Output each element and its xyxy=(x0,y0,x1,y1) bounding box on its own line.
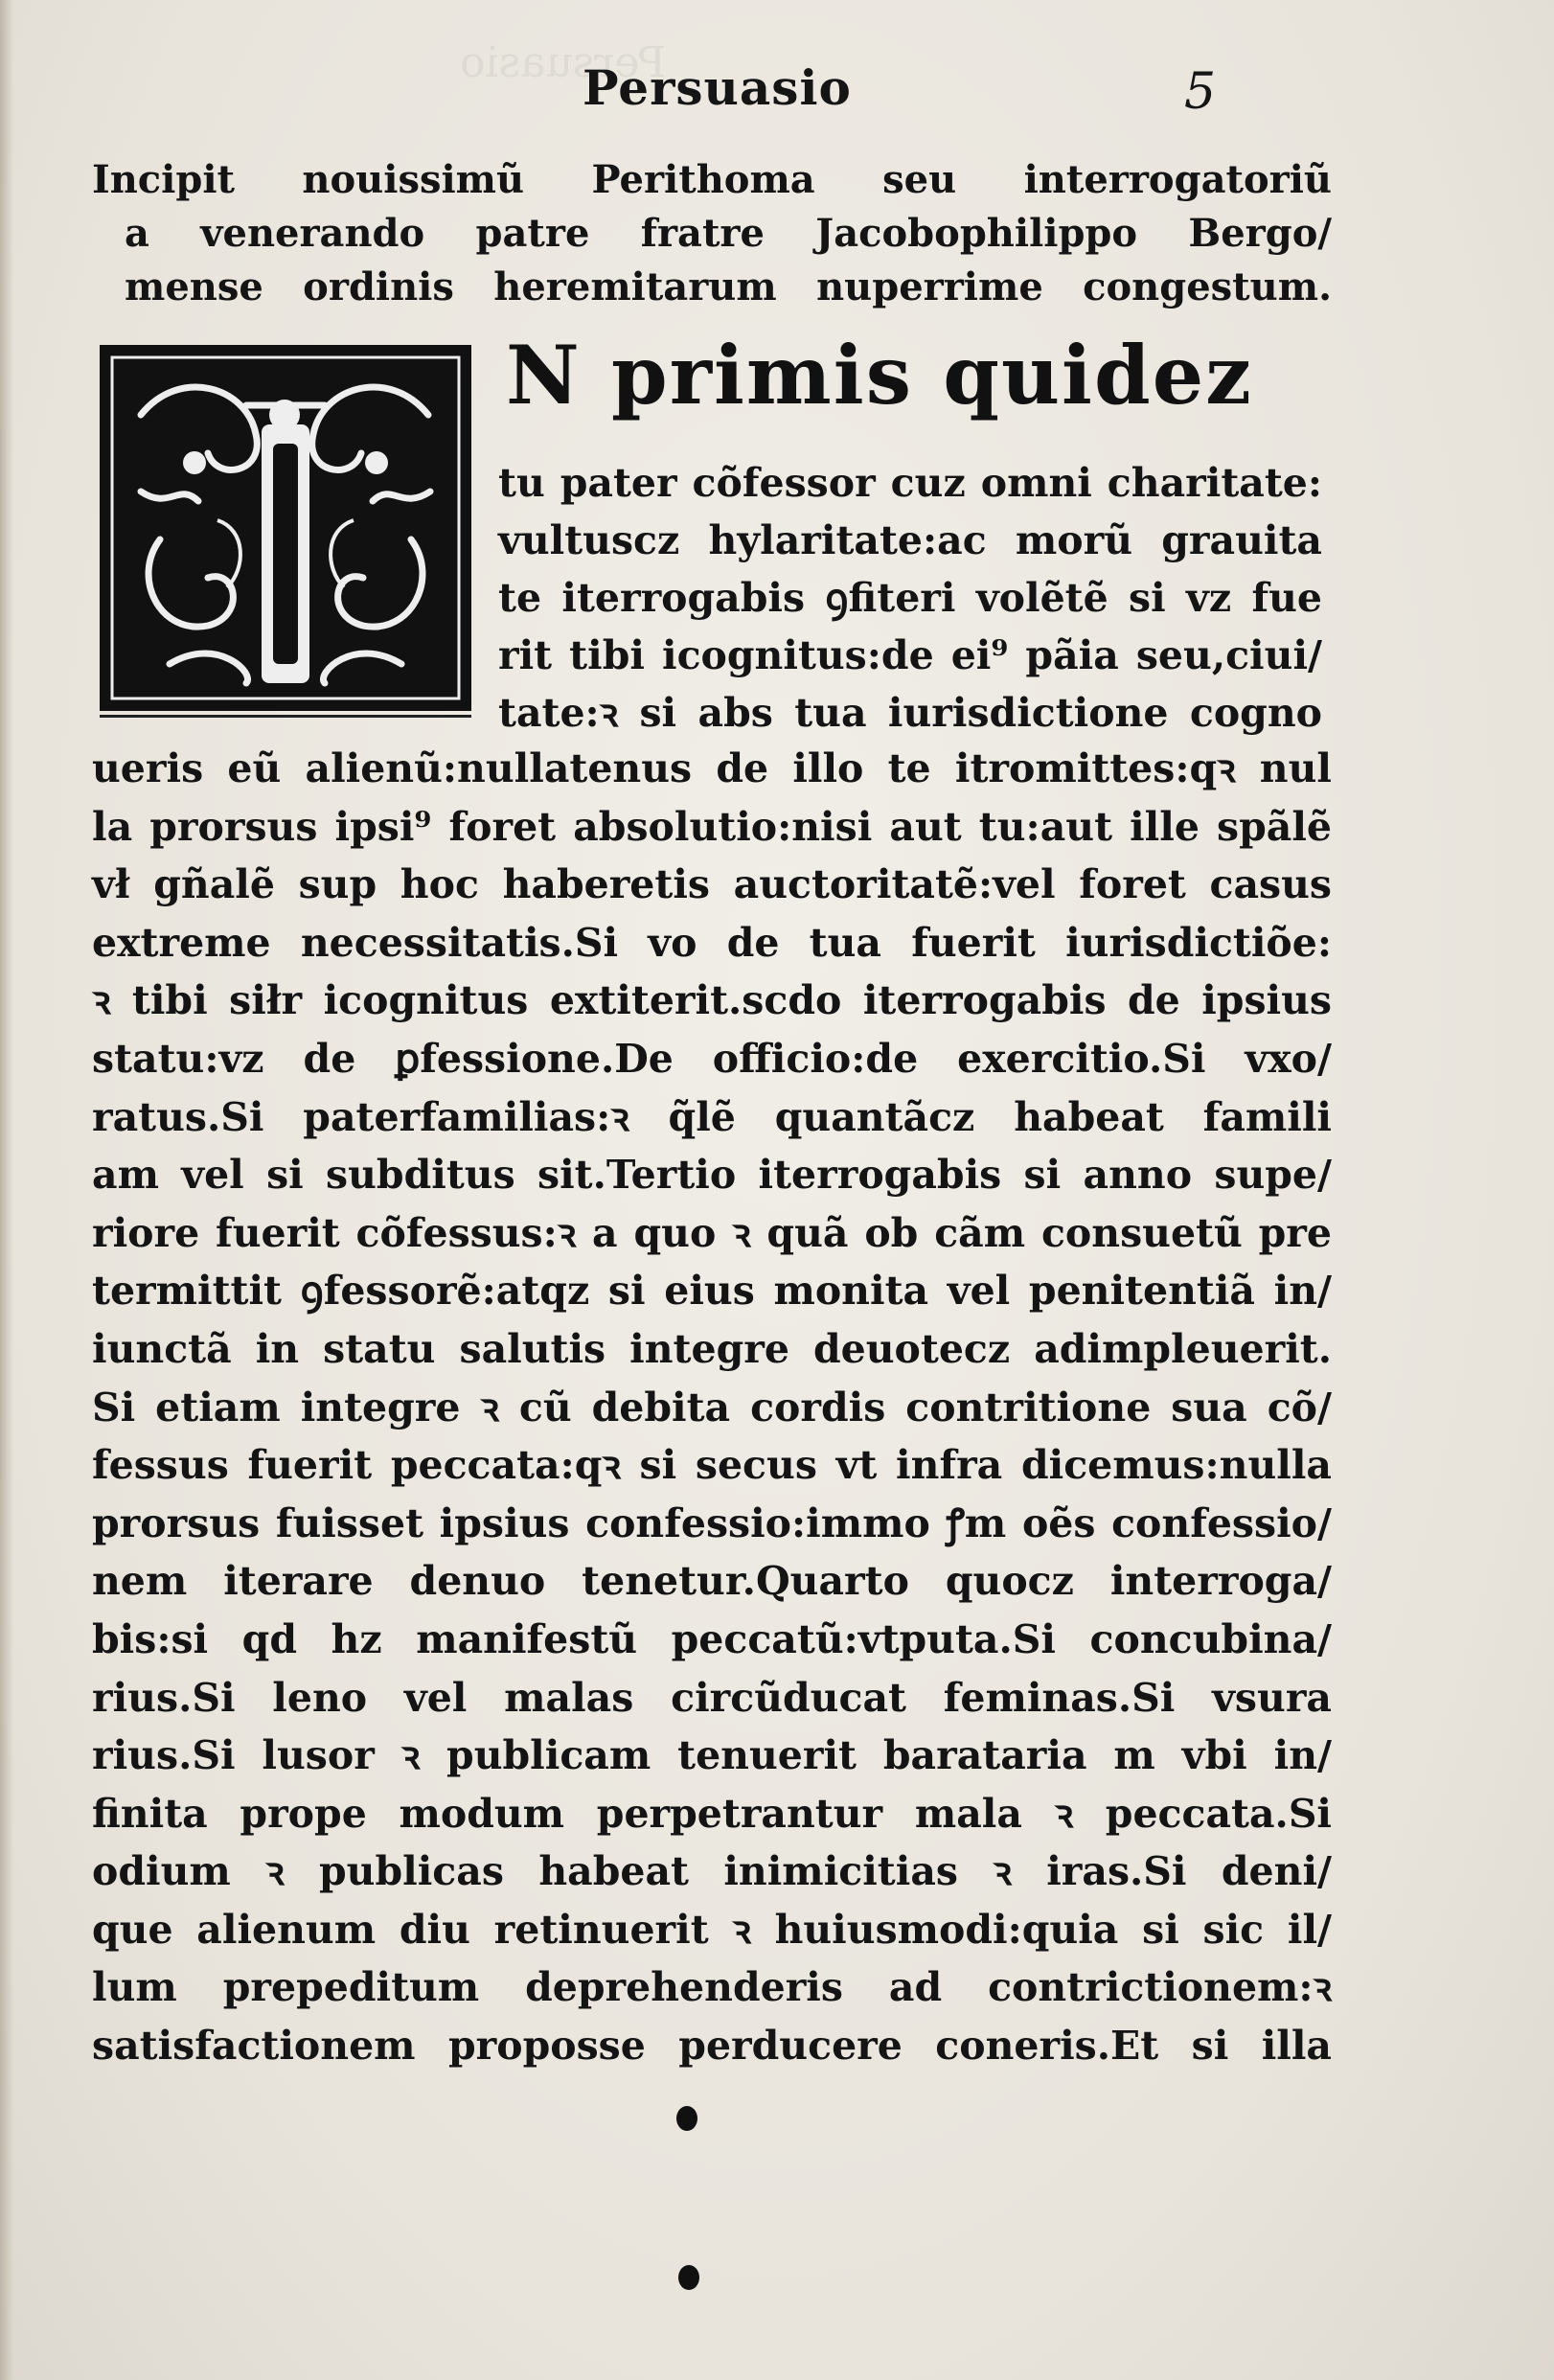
text-line: te iterrogabis ꝯfiteri volẽtẽ si vz fue xyxy=(498,575,1322,621)
running-head: Persuasio xyxy=(583,59,852,116)
text-line: vultuscz hylaritate:ac morũ grauita xyxy=(498,517,1322,563)
incipit-line: Incipit nouissimũ Perithoma seu interrogatoriũ xyxy=(92,157,1332,202)
initial-underline xyxy=(100,715,471,718)
opening-words: N primis quidez xyxy=(506,328,1253,423)
incipit-line: a venerando patre fratre Jacobophilippo Bergo/ xyxy=(125,211,1332,256)
text-line: nem iterare denuo tenetur.Quarto quocz interroga/ xyxy=(92,1558,1332,1605)
text-line: la prorsus ipsi⁹ foret absolutio:nisi aut tu:aut ille spãlẽ xyxy=(92,803,1332,850)
text-line: tate:ꝛ si abs tua iurisdictione cogno xyxy=(498,690,1322,736)
decorated-initial-woodcut xyxy=(100,345,471,711)
text-line: statu:vz de ꝑfessione.De officio:de exercitio.Si vxo/ xyxy=(92,1035,1332,1082)
text-line: am vel si subditus sit.Tertio iterrogabis si anno supe/ xyxy=(92,1152,1332,1199)
ink-spot xyxy=(676,2106,697,2131)
incipit-heading xyxy=(92,153,1332,314)
text-line: prorsus fuisset ipsius confessio:immo ꝭm oẽs confessio/ xyxy=(92,1499,1332,1546)
text-line: vł gñalẽ sup hoc haberetis auctoritatẽ:vel foret casus xyxy=(92,861,1332,908)
page-gutter-shadow xyxy=(0,0,13,2380)
text-line: riore fuerit cõfessus:ꝛ a quo ꝛ quã ob cãm consuetũ pre xyxy=(92,1209,1332,1256)
text-beside-initial xyxy=(498,454,1322,742)
text-line: ueris eũ alienũ:nullatenus de illo te itromittes:qꝛ nul xyxy=(92,745,1332,791)
text-line: satisfactionem proposse perducere coneris.Et si illa xyxy=(92,2023,1332,2070)
text-line: ratus.Si paterfamilias:ꝛ q̃lẽ quantãcz habeat famili xyxy=(92,1093,1332,1140)
text-line: Si etiam integre ꝛ cũ debita cordis contritione sua cõ/ xyxy=(92,1384,1332,1430)
text-line: rius.Si lusor ꝛ publicam tenuerit barataria m vbi in/ xyxy=(92,1732,1332,1779)
text-line: ꝛ tibi siłr icognitus extiterit.scdo iterrogabis de ipsius xyxy=(92,977,1332,1024)
incipit-line: mense ordinis heremitarum nuperrime congestum. xyxy=(125,264,1332,309)
text-line: extreme necessitatis.Si vo de tua fuerit iurisdictiõe: xyxy=(92,919,1332,966)
text-line: tu pater cõfessor cuz omni charitate: xyxy=(498,460,1322,506)
main-text-body xyxy=(92,740,1332,2075)
text-line: lum prepeditum deprehenderis ad contrictionem:ꝛ xyxy=(92,1964,1332,2011)
text-line: iunctã in statu salutis integre deuotecz adimpleuerit. xyxy=(92,1325,1332,1372)
text-line: finita prope modum perpetrantur mala ꝛ peccata.Si xyxy=(92,1790,1332,1837)
text-line: que alienum diu retinuerit ꝛ huiusmodi:quia si sic il/ xyxy=(92,1906,1332,1953)
text-line: odium ꝛ publicas habeat inimicitias ꝛ iras.Si deni/ xyxy=(92,1848,1332,1895)
ink-spot xyxy=(678,2265,699,2290)
initial-ornament-icon xyxy=(103,348,468,708)
folio-number: 5 xyxy=(1184,63,1217,121)
text-line: termittit ꝯfessorẽ:atqz si eius monita vel penitentiã in/ xyxy=(92,1268,1332,1315)
text-line: rius.Si leno vel malas circũducat feminas.Si vsura xyxy=(92,1674,1332,1721)
text-line: rit tibi icognitus:de ei⁹ pãia seu,ciui/ xyxy=(498,632,1322,678)
text-line: fessus fuerit peccata:qꝛ si secus vt infra dicemus:nulla xyxy=(92,1442,1332,1489)
show-through-text: Persuasio xyxy=(460,38,666,87)
text-line: bis:si qd hz manifestũ peccatũ:vtputa.Si concubina/ xyxy=(92,1615,1332,1662)
